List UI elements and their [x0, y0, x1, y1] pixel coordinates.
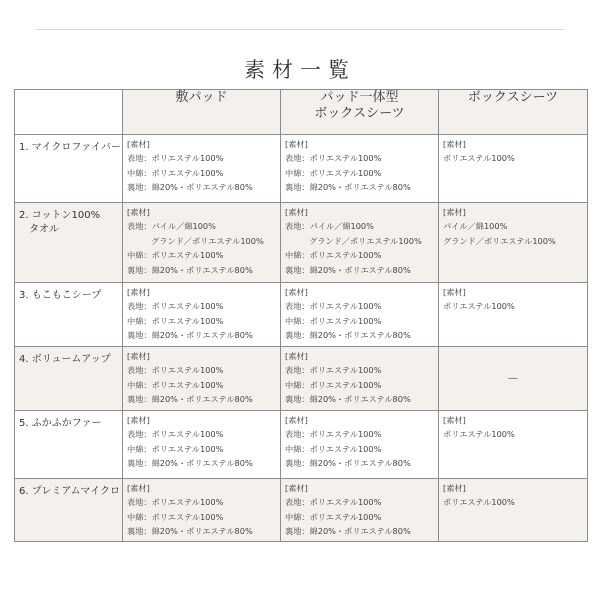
header-shikipad: 敷パッド — [123, 90, 281, 135]
cell-line: ポリエステル100% — [443, 429, 515, 440]
material-cell — [281, 479, 439, 542]
material-cell — [439, 203, 588, 283]
cell-line: 中綿：ポリエステル100% — [285, 443, 382, 454]
cell-line: 中綿：ポリエステル100% — [127, 315, 224, 326]
material-cell — [439, 411, 588, 479]
table-row — [15, 411, 588, 479]
material-cell — [281, 203, 439, 283]
header-pad-box-sheet — [281, 90, 439, 135]
cell-line: 表地：ポリエステル100% — [285, 429, 382, 440]
material-cell — [281, 347, 439, 411]
material-cell — [123, 283, 281, 347]
cell-line: [素材] — [443, 483, 466, 493]
cell-line: 裏地：綿20%・ポリエステル80% — [285, 458, 411, 469]
cell-line: 中綿：ポリエステル100% — [127, 167, 224, 178]
material-cell — [123, 411, 281, 479]
table-header-row — [15, 90, 588, 135]
cell-line: 裏地：綿20%・ポリエステル80% — [127, 458, 253, 469]
cell-line: グランド／ポリエステル100% — [443, 235, 556, 246]
cell-line: 裏地：綿20%・ポリエステル80% — [127, 182, 253, 193]
cell-line: 裏地：綿20%・ポリエステル80% — [285, 182, 411, 193]
cell-line: [素材] — [443, 207, 466, 217]
table-row — [15, 203, 588, 283]
header-corner — [15, 90, 123, 135]
material-cell — [281, 411, 439, 479]
material-cell — [123, 203, 281, 283]
row-label: 5. ふかふかファー — [15, 411, 123, 479]
cell-line: [素材] — [285, 483, 308, 493]
material-cell — [439, 479, 588, 542]
table-row — [15, 479, 588, 542]
cell-line: [素材] — [443, 415, 466, 425]
cell-line: 中綿：ポリエステル100% — [285, 379, 382, 390]
cell-line: ポリエステル100% — [443, 497, 515, 508]
cell-line: [素材] — [443, 287, 466, 297]
header-pad-box-sheet-line1: パッド一体型 — [320, 90, 399, 105]
cell-line: [素材] — [443, 139, 466, 149]
cell-line: 表地：ポリエステル100% — [285, 301, 382, 312]
row-label: 6. プレミアムマイクロ — [15, 479, 123, 542]
cell-line: [素材] — [127, 415, 150, 425]
header-box-sheet: ボックスシーツ — [439, 90, 588, 135]
material-table — [14, 89, 588, 542]
cell-line: 中綿：ポリエステル100% — [127, 250, 224, 261]
material-cell — [123, 135, 281, 203]
cell-line: [素材] — [127, 483, 150, 493]
row-label: 3. もこもこシープ — [15, 283, 123, 347]
cell-line: 裏地：綿20%・ポリエステル80% — [285, 330, 411, 341]
cell-line: [素材] — [127, 139, 150, 149]
material-cell — [281, 135, 439, 203]
material-cell — [281, 283, 439, 347]
cell-line: ポリエステル100% — [443, 153, 515, 164]
cell-line: 表地：ポリエステル100% — [127, 153, 224, 164]
cell-line: 中綿：ポリエステル100% — [285, 315, 382, 326]
cell-line: [素材] — [285, 139, 308, 149]
header-pad-box-sheet-line2: ボックスシーツ — [314, 106, 405, 121]
table-row — [15, 347, 588, 411]
cell-line: 裏地：綿20%・ポリエステル80% — [127, 330, 253, 341]
cell-line: 表地：ポリエステル100% — [285, 153, 382, 164]
cell-line: ポリエステル100% — [443, 301, 515, 312]
cell-line: 中綿：ポリエステル100% — [127, 379, 224, 390]
cell-line: 表地：ポリエステル100% — [127, 301, 224, 312]
cell-line: [素材] — [285, 287, 308, 297]
cell-line: 表地：パイル／綿100% — [285, 221, 374, 232]
material-cell — [123, 479, 281, 542]
row-label: 4. ボリュームアップ — [15, 347, 123, 411]
cell-line: [素材] — [127, 287, 150, 297]
cell-line: 裏地：綿20%・ポリエステル80% — [285, 264, 411, 275]
material-cell — [123, 347, 281, 411]
cell-line: 表地：ポリエステル100% — [127, 497, 224, 508]
cell-line: 表地：ポリエステル100% — [127, 429, 224, 440]
cell-line: 表地：パイル／綿100% — [127, 221, 216, 232]
row-label: 1. マイクロファイバー — [15, 135, 123, 203]
table-row — [15, 283, 588, 347]
cell-line: 表地：ポリエステル100% — [127, 365, 224, 376]
cell-line: [素材] — [127, 207, 150, 217]
cell-line: 中綿：ポリエステル100% — [127, 511, 224, 522]
cell-line: グランド／ポリエステル100% — [151, 235, 264, 246]
not-available-dash: — — [439, 347, 588, 411]
page-title: 素材一覧 — [244, 58, 356, 82]
cell-line: 中綿：ポリエステル100% — [285, 250, 382, 261]
cell-line: 裏地：綿20%・ポリエステル80% — [127, 394, 253, 405]
cell-line: 中綿：ポリエステル100% — [285, 511, 382, 522]
cell-line: パイル／綿100% — [443, 221, 508, 232]
material-cell — [439, 283, 588, 347]
cell-line: 裏地：綿20%・ポリエステル80% — [127, 264, 253, 275]
row-label — [15, 203, 123, 283]
cell-line: [素材] — [127, 351, 150, 361]
cell-line: 中綿：ポリエステル100% — [127, 443, 224, 454]
row-label-line2: タオル — [29, 224, 59, 235]
top-divider — [35, 29, 565, 30]
cell-line: 中綿：ポリエステル100% — [285, 167, 382, 178]
row-label-line1: 2. コットン100% — [19, 210, 101, 221]
cell-line: [素材] — [285, 351, 308, 361]
cell-line: 表地：ポリエステル100% — [285, 497, 382, 508]
cell-line: [素材] — [285, 415, 308, 425]
cell-line: 裏地：綿20%・ポリエステル80% — [285, 526, 411, 537]
cell-line: 表地：ポリエステル100% — [285, 365, 382, 376]
cell-line: 裏地：綿20%・ポリエステル80% — [285, 394, 411, 405]
cell-line: [素材] — [285, 207, 308, 217]
cell-line: グランド／ポリエステル100% — [309, 235, 422, 246]
table-row — [15, 135, 588, 203]
cell-line: 裏地：綿20%・ポリエステル80% — [127, 526, 253, 537]
material-cell — [439, 135, 588, 203]
